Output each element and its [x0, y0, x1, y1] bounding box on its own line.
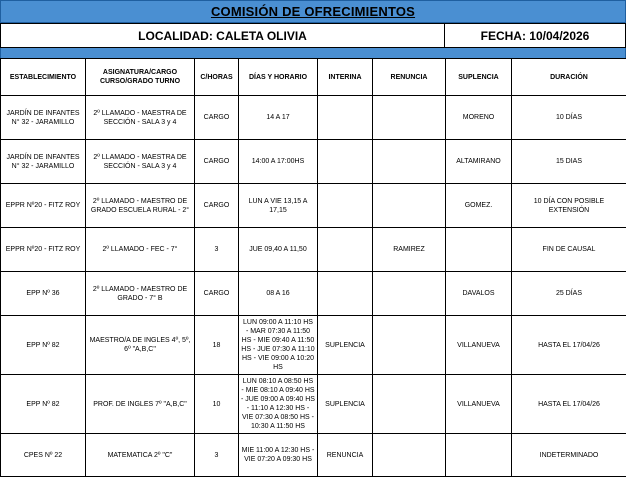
cell-interina [318, 140, 373, 184]
cell-suplencia: VILLANUEVA [446, 316, 512, 375]
cell-interina [318, 184, 373, 228]
cell-renuncia [373, 316, 446, 375]
cell-horas: 3 [195, 228, 239, 272]
cell-horario: LUN A VIE 13,15 A 17,15 [239, 184, 318, 228]
cell-interina: SUPLENCIA [318, 316, 373, 375]
cell-interina: SUPLENCIA [318, 375, 373, 434]
cell-duracion: HASTA EL 17/04/26 [512, 316, 626, 375]
cell-duracion: 25 DÍAS [512, 272, 626, 316]
table-row [1, 272, 626, 316]
table-row [1, 140, 626, 184]
column-header-suplencia: SUPLENCIA [446, 59, 512, 96]
cell-suplencia [446, 434, 512, 477]
cell-horas: CARGO [195, 184, 239, 228]
cell-suplencia: MORENO [446, 96, 512, 140]
cell-horario: 14 A 17 [239, 96, 318, 140]
cell-interina [318, 228, 373, 272]
cell-horas: 3 [195, 434, 239, 477]
cell-establecimiento: EPP Nº 36 [1, 272, 86, 316]
cell-duracion: 10 DÍAS [512, 96, 626, 140]
cell-suplencia: VILLANUEVA [446, 375, 512, 434]
cell-asignatura: 2º LLAMADO - MAESTRA DE SECCIÓN - SALA 3 y 4 [86, 140, 195, 184]
table-header-row [1, 59, 626, 96]
cell-establecimiento: EPPR Nº20 - FITZ ROY [1, 228, 86, 272]
table-row [1, 228, 626, 272]
cell-horario: MIE 11:00 A 12:30 HS - VIE 07:20 A 09:30 HS [239, 434, 318, 477]
cell-interina [318, 96, 373, 140]
title-bar [0, 0, 626, 23]
cell-establecimiento: EPPR Nº20 - FITZ ROY [1, 184, 86, 228]
table-row [1, 434, 626, 477]
cell-renuncia [373, 272, 446, 316]
table-row [1, 96, 626, 140]
cell-renuncia [373, 184, 446, 228]
column-header-establecimiento: ESTABLECIMIENTO [1, 59, 86, 96]
cell-horas: CARGO [195, 140, 239, 184]
cell-interina: RENUNCIA [318, 434, 373, 477]
cell-asignatura: PROF. DE INGLES 7º "A,B,C" [86, 375, 195, 434]
offers-table [0, 58, 626, 477]
cell-horas: 18 [195, 316, 239, 375]
cell-horas: 10 [195, 375, 239, 434]
table-row [1, 184, 626, 228]
cell-horas: CARGO [195, 272, 239, 316]
column-header-interina: INTERINA [318, 59, 373, 96]
cell-renuncia [373, 375, 446, 434]
cell-horario: LUN 09:00 A 11:10 HS - MAR 07:30 A 11:50 HS - MIE 09:40 A 11:50 HS - JUE 07:30 A 11:10 HS - VIE 09:00 A 10:20 HS [239, 316, 318, 375]
cell-horario: JUE 09,40 A 11,50 [239, 228, 318, 272]
cell-duracion: FIN DE CAUSAL [512, 228, 626, 272]
cell-duracion: HASTA EL 17/04/26 [512, 375, 626, 434]
cell-suplencia: ALTAMIRANO [446, 140, 512, 184]
table-row [1, 316, 626, 375]
cell-renuncia [373, 140, 446, 184]
cell-asignatura: MAESTRO/A DE INGLES 4º, 5º, 6º "A,B,C" [86, 316, 195, 375]
cell-duracion: INDETERMINADO [512, 434, 626, 477]
cell-horario: LUN 08:10 A 08:50 HS - MIE 08:10 A 09:40 HS - JUE 09:00 A 09:40 HS - 11:10 A 12:30 HS - VIE 07:30 A 08:50 HS - 10:30 A 11:50 HS [239, 375, 318, 434]
cell-duracion: 15 DIAS [512, 140, 626, 184]
column-header-renuncia: RENUNCIA [373, 59, 446, 96]
table-row [1, 375, 626, 434]
cell-horas: CARGO [195, 96, 239, 140]
cell-establecimiento: JARDÍN DE INFANTES N° 32 - JARAMILLO [1, 140, 86, 184]
cell-suplencia [446, 228, 512, 272]
separator-strip [0, 48, 626, 58]
column-header-horario: DÍAS Y HORARIO [239, 59, 318, 96]
cell-asignatura: MATEMATICA 2º "C" [86, 434, 195, 477]
cell-establecimiento: JARDÍN DE INFANTES N° 32 - JARAMILLO [1, 96, 86, 140]
column-header-duracion: DURACIÓN [512, 59, 626, 96]
document-title: COMISIÓN DE OFRECIMIENTOS [210, 4, 416, 19]
cell-horario: 08 A 16 [239, 272, 318, 316]
header-row [0, 23, 626, 48]
cell-asignatura: 2º LLAMADO - MAESTRO DE GRADO ESCUELA RURAL - 2° [86, 184, 195, 228]
cell-establecimiento: CPES Nº 22 [1, 434, 86, 477]
cell-establecimiento: EPP Nº 82 [1, 375, 86, 434]
column-header-horas: C/HORAS [195, 59, 239, 96]
cell-suplencia: GOMEZ. [446, 184, 512, 228]
cell-renuncia: RAMIREZ [373, 228, 446, 272]
cell-establecimiento: EPP Nº 82 [1, 316, 86, 375]
cell-renuncia [373, 96, 446, 140]
cell-asignatura: 2º LLAMADO - FEC - 7° [86, 228, 195, 272]
cell-asignatura: 2º LLAMADO - MAESTRA DE SECCIÓN - SALA 3 y 4 [86, 96, 195, 140]
fecha-label: FECHA: 10/04/2026 [480, 28, 590, 43]
cell-horario: 14:00 A 17:00HS [239, 140, 318, 184]
column-header-asignatura: ASIGNATURA/CARGO CURSO/GRADO TURNO [86, 59, 195, 96]
cell-asignatura: 2º LLAMADO - MAESTRO DE GRADO - 7° B [86, 272, 195, 316]
cell-duracion: 10 DÍA CON POSIBLE EXTENSIÓN [512, 184, 626, 228]
cell-suplencia: DAVALOS [446, 272, 512, 316]
cell-renuncia [373, 434, 446, 477]
localidad-label: LOCALIDAD: CALETA OLIVIA [1, 24, 445, 47]
cell-interina [318, 272, 373, 316]
